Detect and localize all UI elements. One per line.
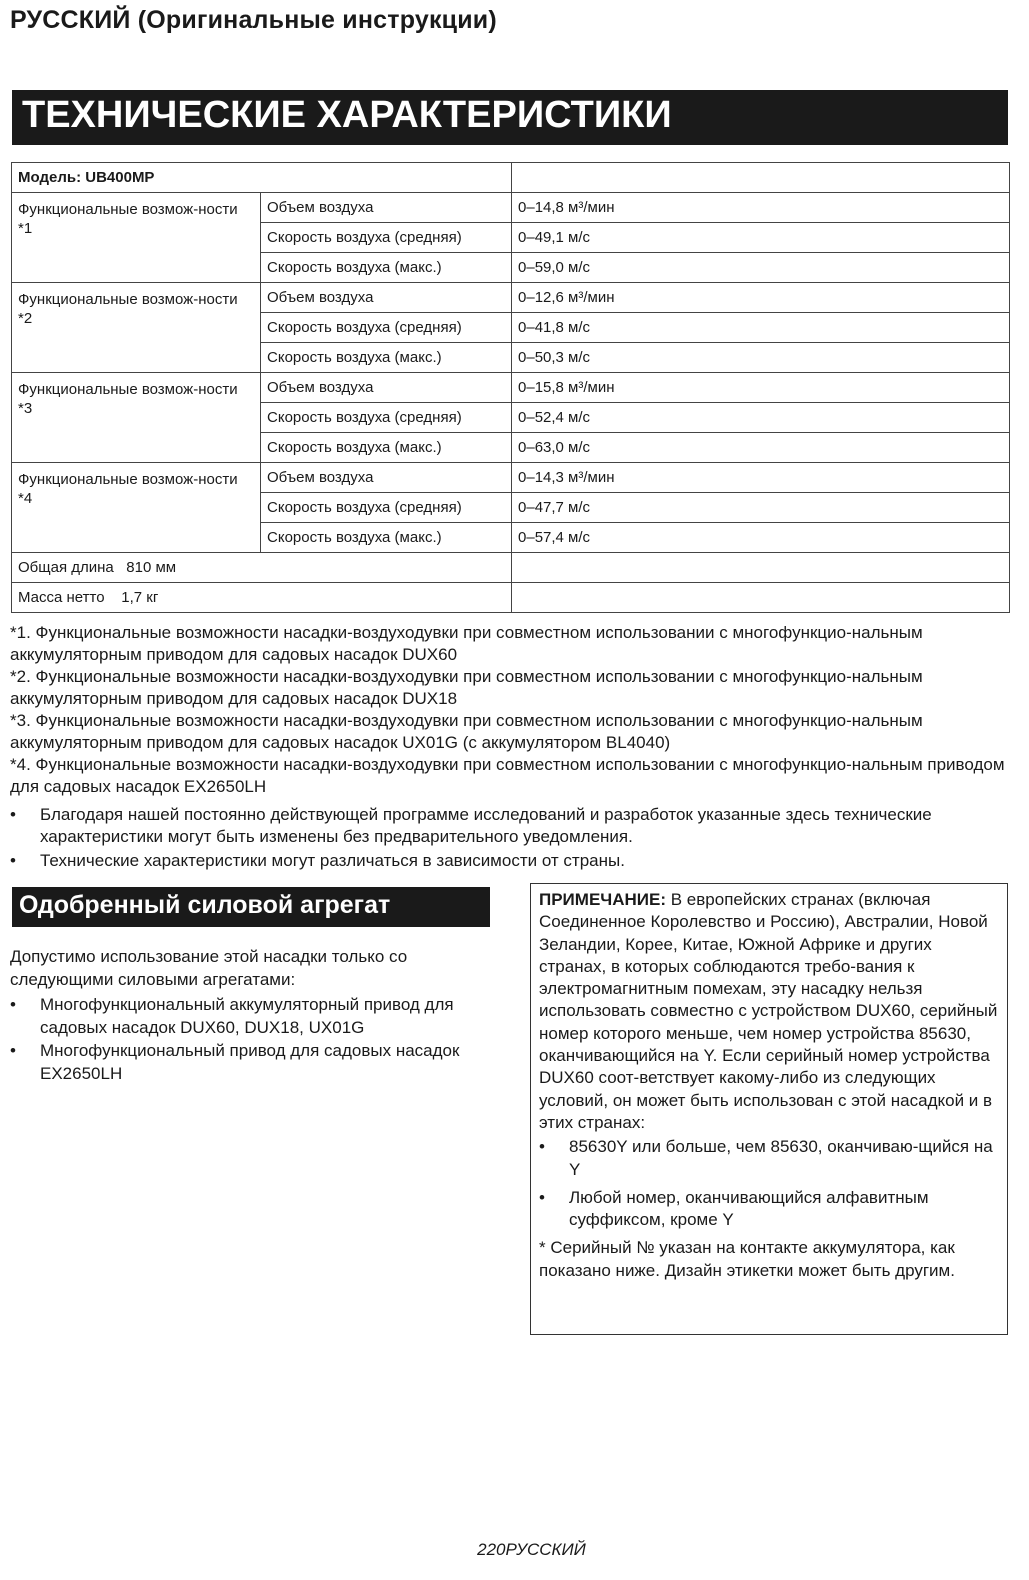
spec-param-value: 0–12,6 м³/мин xyxy=(512,283,1010,313)
model-label: Модель: xyxy=(18,169,82,186)
spec-groups xyxy=(12,193,1010,553)
spec-row-model xyxy=(12,163,1010,193)
note-item-text: 85630Y или больше, чем 85630, оканчиваю-щийся на Y xyxy=(569,1137,993,1179)
spec-param-name: Объем воздуха xyxy=(261,193,512,223)
bullet-icon: • xyxy=(539,1137,545,1157)
footnotes xyxy=(10,622,1010,872)
spec-param-value: 0–59,0 м/с xyxy=(512,253,1010,283)
spec-param-value: 0–14,3 м³/мин xyxy=(512,463,1010,493)
empty-cell xyxy=(512,583,1010,613)
spec-param-name: Скорость воздуха (средняя) xyxy=(261,223,512,253)
approved-intro: Допустимо использование этой насадки только со следующими силовыми агрегатами: xyxy=(10,947,408,989)
approved-power-unit-title: Одобренный силовой агрегат xyxy=(12,887,490,927)
footnote-3: *3. Функциональные возможности насадки-воздуходувки при совместном использовании с многофункцио-нальным аккумуляторным приводом для садовых насадок UX01G (с аккумулятором BL4040) xyxy=(10,711,923,752)
spec-param-name: Скорость воздуха (средняя) xyxy=(261,493,512,523)
spec-param-name: Скорость воздуха (макс.) xyxy=(261,343,512,373)
approved-item-text: Многофункциональный аккумуляторный привод для садовых насадок DUX60, DUX18, UX01G xyxy=(40,995,454,1037)
spec-row xyxy=(12,193,1010,223)
bullet-icon: • xyxy=(10,995,16,1014)
approved-body xyxy=(10,945,500,1085)
spec-param-value: 0–41,8 м/с xyxy=(512,313,1010,343)
spec-group-label: Функциональные возмож-ности *3 xyxy=(12,373,261,463)
note-item xyxy=(539,1136,999,1181)
mass-cell xyxy=(12,583,512,613)
spec-group-label: Функциональные возмож-ности *1 xyxy=(12,193,261,283)
length-value: 810 мм xyxy=(126,559,177,576)
length-cell xyxy=(12,553,512,583)
spec-row-mass xyxy=(12,583,1010,613)
spec-param-name: Объем воздуха xyxy=(261,373,512,403)
page-footer: 220РУССКИЙ xyxy=(477,1540,586,1559)
bullet-item xyxy=(10,850,1010,872)
note-item xyxy=(539,1187,999,1232)
spec-param-name: Скорость воздуха (макс.) xyxy=(261,253,512,283)
approved-item-text: Многофункциональный привод для садовых насадок EX2650LH xyxy=(40,1041,460,1083)
note-item-text: Любой номер, оканчивающийся алфавитным суффиксом, кроме Y xyxy=(569,1187,929,1230)
spec-param-name: Скорость воздуха (макс.) xyxy=(261,523,512,553)
spec-row xyxy=(12,283,1010,313)
note-footnote: * Серийный № указан на контакте аккумулятора, как показано ниже. Дизайн этикетки может быть другим. xyxy=(539,1238,955,1280)
spec-param-name: Скорость воздуха (средняя) xyxy=(261,313,512,343)
page-language-heading: РУССКИЙ (Оригинальные инструкции) xyxy=(10,6,497,34)
spec-param-value: 0–49,1 м/с xyxy=(512,223,1010,253)
bullet-text: Технические характеристики могут различаться в зависимости от страны. xyxy=(40,851,625,870)
spec-row xyxy=(12,373,1010,403)
spec-param-value: 0–15,8 м³/мин xyxy=(512,373,1010,403)
spec-table xyxy=(11,162,1010,613)
mass-label: Масса нетто xyxy=(18,589,105,606)
spec-param-value: 0–14,8 м³/мин xyxy=(512,193,1010,223)
bullet-icon: • xyxy=(10,805,16,824)
model-cell xyxy=(12,163,512,193)
approved-item xyxy=(10,1039,500,1085)
bullet-icon: • xyxy=(10,1041,16,1060)
spec-row xyxy=(12,463,1010,493)
spec-group-label: Функциональные возмож-ности *2 xyxy=(12,283,261,373)
bullet-text: Благодаря нашей постоянно действующей программе исследований и разработок указанные здесь технические характеристики могут быть изменены без предварительного уведомления. xyxy=(40,805,932,846)
mass-value: 1,7 кг xyxy=(121,589,159,606)
spec-param-value: 0–47,7 м/с xyxy=(512,493,1010,523)
note-label: ПРИМЕЧАНИЕ: xyxy=(539,890,666,909)
spec-param-name: Объем воздуха xyxy=(261,283,512,313)
note-text: В европейских странах (включая Соединенное Королевство и Россию), Австралии, Новой Зеландии, Корее, Китае, Южной Африке и других странах, в которых соблюдаются требо-вания к электромагнитным помехам, эту насадку нельзя использовать совместно с устройством DUX60, серийный номер которого меньше, чем номер устройства 85630, оканчивающийся на Y. Если серийный номер устройства DUX60 соот-ветствует какому-либо из следующих условий, он может быть использован с этой насадкой и в этих странах: xyxy=(539,890,998,1132)
empty-cell xyxy=(512,163,1010,193)
spec-row-length xyxy=(12,553,1010,583)
spec-param-value: 0–57,4 м/с xyxy=(512,523,1010,553)
length-label: Общая длина xyxy=(18,559,114,576)
bullet-item xyxy=(10,804,1010,848)
approved-item xyxy=(10,993,500,1039)
footnote-1: *1. Функциональные возможности насадки-воздуходувки при совместном использовании с многофункцио-нальным аккумуляторным приводом для садовых насадок DUX60 xyxy=(10,623,923,664)
spec-group-label: Функциональные возмож-ности *4 xyxy=(12,463,261,553)
spec-param-name: Скорость воздуха (средняя) xyxy=(261,403,512,433)
spec-param-name: Скорость воздуха (макс.) xyxy=(261,433,512,463)
footnote-4: *4. Функциональные возможности насадки-воздуходувки при совместном использовании с многофункцио-нальным приводом для садовых насадок EX2650LH xyxy=(10,755,1005,796)
model-value: UB400MP xyxy=(85,169,155,186)
footnote-2: *2. Функциональные возможности насадки-воздуходувки при совместном использовании с многофункцио-нальным аккумуляторным приводом для садовых насадок DUX18 xyxy=(10,667,923,708)
note-paragraph xyxy=(539,889,999,1134)
spec-param-value: 0–50,3 м/с xyxy=(512,343,1010,373)
bullet-icon: • xyxy=(539,1187,545,1207)
section-title-banner: ТЕХНИЧЕСКИЕ ХАРАКТЕРИСТИКИ xyxy=(12,90,1008,145)
note-box xyxy=(530,883,1008,1335)
empty-cell xyxy=(512,553,1010,583)
spec-param-value: 0–52,4 м/с xyxy=(512,403,1010,433)
bullet-icon: • xyxy=(10,851,16,870)
spec-param-name: Объем воздуха xyxy=(261,463,512,493)
spec-param-value: 0–63,0 м/с xyxy=(512,433,1010,463)
